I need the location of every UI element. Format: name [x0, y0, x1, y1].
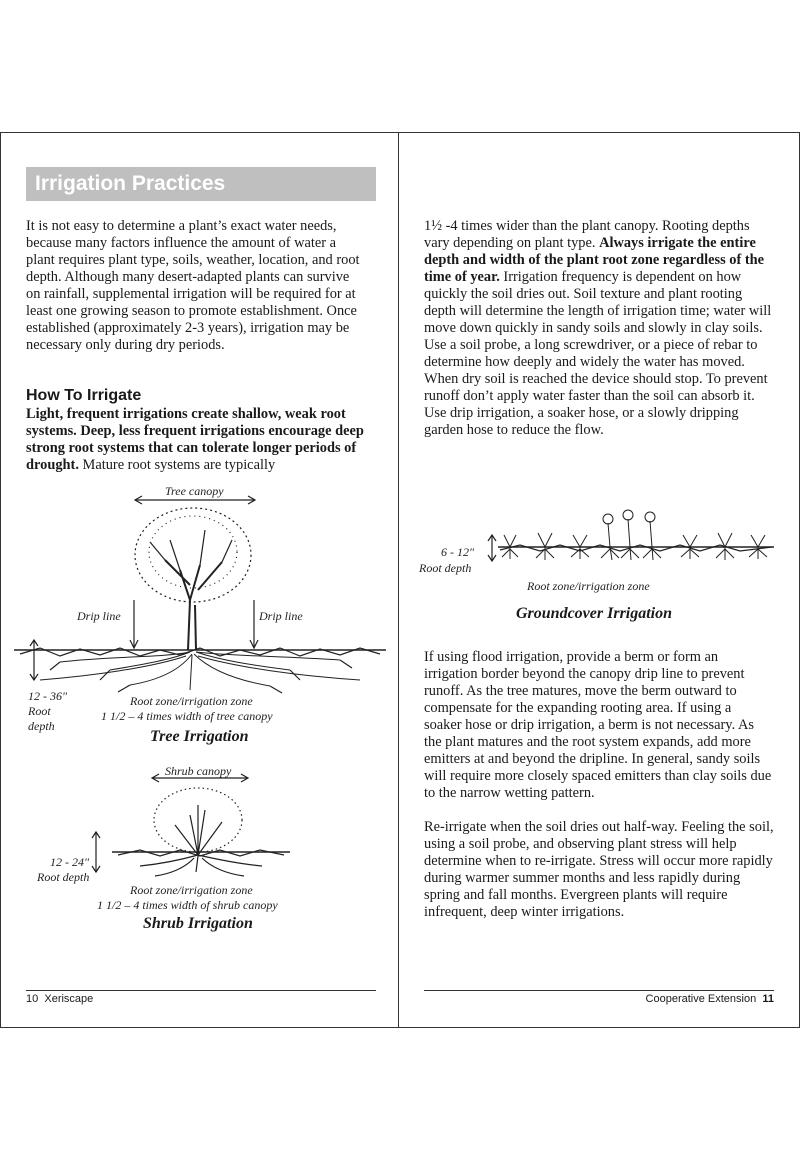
- right-footer-rule: [424, 990, 774, 991]
- groundcover-root-zone-label: Root zone/irrigation zone: [527, 579, 650, 593]
- left-page-footer: [26, 993, 93, 1005]
- left-footer-title: Xeriscape: [44, 993, 94, 1005]
- continued-body-text: Irrigation frequency is dependent on how quickly the soil dries out. Soil texture and plant rooting depth will determine the length of irrigation time; water will move down quickly in sandy soils and slowly in clay soils. Use a soil probe, a long screwdriver, or a piece of rebar to determine how deeply and widely the water has moved. When dry soil is reached the device should stop. To prevent runoff don’t apply water faster than the soil can absorb it. Use drip irrigation, a soaker hose, or a slowly dripping garden hose to reduce the flow.: [424, 269, 772, 438]
- tree-irrigation-title: Tree Irrigation: [150, 728, 249, 745]
- tree-zone-width-label: 1 1/2 – 4 times width of tree canopy: [101, 709, 273, 723]
- shrub-zone-width-label: 1 1/2 – 4 times width of shrub canopy: [97, 898, 278, 912]
- tree-canopy-label: Tree canopy: [165, 484, 224, 498]
- reirrigate-paragraph: Re-irrigate when the soil dries out half-way. Feeling the soil, using a soil probe, and observing plant stress will help determine when to re-irrigate. Stress will occur more rapidly during warmer summer months and less rapidly during spring and fall months. Evergreen plants will require infrequent, deep winter irrigations.: [424, 819, 774, 920]
- page-title-banner: Irrigation Practices: [26, 167, 376, 201]
- groundcover-irrigation-title: Groundcover Irrigation: [516, 605, 673, 622]
- page-gutter: [398, 132, 399, 1028]
- shrub-canopy-label: Shrub canopy: [165, 764, 232, 778]
- tree-irrigation-illustration: [0, 480, 398, 700]
- left-footer-rule: [26, 990, 376, 991]
- drip-line-left-label: Drip line: [77, 609, 121, 623]
- groundcover-depth-label: Root depth: [419, 561, 472, 575]
- shrub-root-zone-label: Root zone/irrigation zone: [130, 883, 253, 897]
- right-footer-title: Cooperative Extension: [645, 993, 757, 1005]
- left-page-number: 10: [26, 993, 39, 1005]
- right-page-footer: [424, 993, 774, 1005]
- flood-irrigation-paragraph: If using flood irrigation, provide a berm or form an irrigation border beyond the canopy drip line to prevent runoff. As the tree matures, move the berm outward to compensate for the expanding rooting area. If using a soaker hose or drip irrigation, a berm is not necessary. As the plant matures and the root system expands, add more emitters at and beyond the dripline. In general, sandy soils will require more closely spaced emitters than clay soils due to the narrow wetting pattern.: [424, 649, 772, 801]
- how-to-bold-text: Light, frequent irrigations create shallow, weak root systems. Deep, less frequent irrigations encourage deep strong root systems that can tolerate longer periods of drought.: [26, 406, 364, 473]
- shrub-irrigation-title: Shrub Irrigation: [143, 915, 253, 932]
- how-to-tail-text: Mature root systems are typically: [82, 457, 276, 473]
- shrub-depth-label: Root depth: [37, 870, 90, 884]
- continued-bold-text: Always irrigate the entire depth and width of the plant root zone regardless of the time of year.: [424, 235, 765, 285]
- section-heading: How To Irrigate: [26, 387, 142, 404]
- shrub-depth-value: 12 - 24": [50, 855, 90, 869]
- drip-line-right-label: Drip line: [259, 609, 303, 623]
- tree-depth-word-root: Root: [28, 704, 51, 718]
- intro-paragraph: It is not easy to determine a plant’s exact water needs, because many factors influence the amount of water a plant requires plant type, soils, weather, location, and root depth. Although many desert-adapted plants can survive on rainfall, supplemental irrigation will be required for at least one growing season to promote establishment. Once established (approximately 2-3 years), irrigation may be necessary only during dry periods.: [26, 218, 360, 353]
- continued-paragraph: [424, 218, 776, 439]
- tree-root-zone-label: Root zone/irrigation zone: [130, 694, 253, 708]
- tree-depth-word-depth: depth: [28, 719, 55, 733]
- how-to-paragraph: [26, 406, 370, 474]
- right-page-number: 11: [762, 993, 774, 1005]
- groundcover-depth-value: 6 - 12": [441, 545, 475, 559]
- tree-depth-value: 12 - 36": [28, 689, 68, 703]
- continued-intro-text: 1½ -4 times wider than the plant canopy. Rooting depths vary depending on plant type.: [424, 218, 750, 251]
